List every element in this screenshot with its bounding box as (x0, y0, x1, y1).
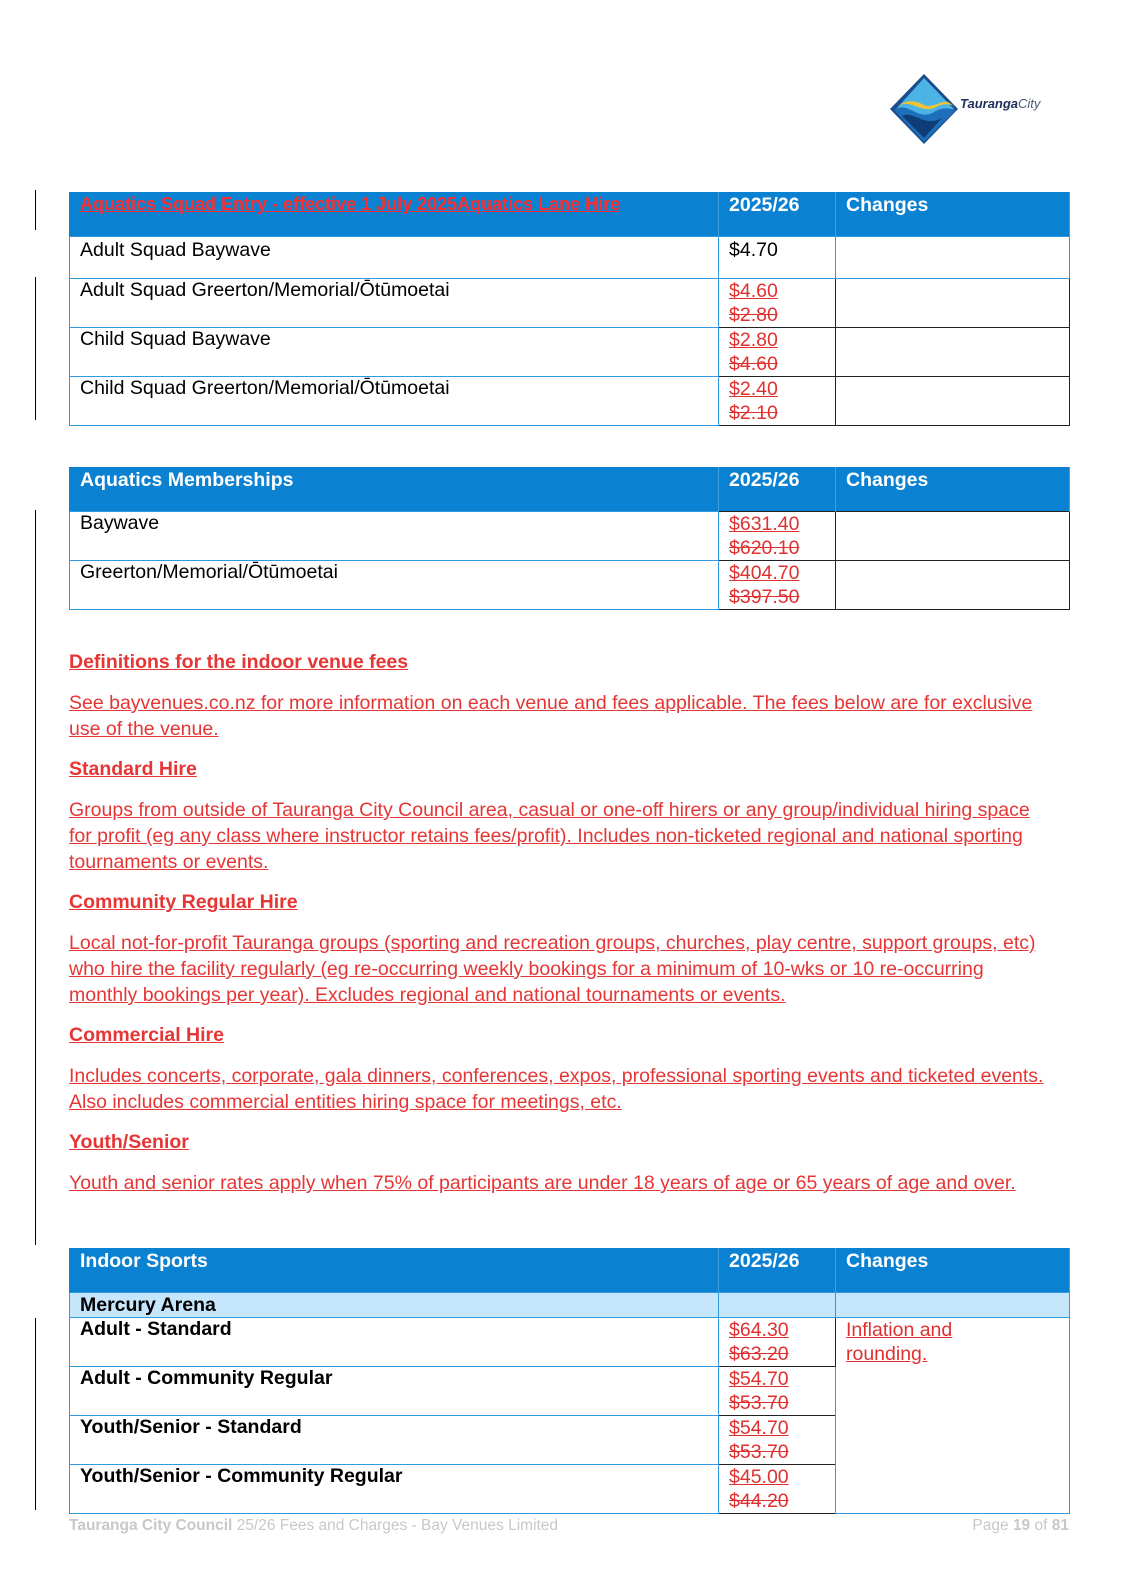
row-label: Adult - Community Regular (70, 1367, 719, 1416)
change-bar (35, 190, 36, 230)
community-hire-title: Community Regular Hire (69, 891, 298, 913)
page-number (972, 1517, 1069, 1535)
year-header: 2025/26 (719, 1248, 836, 1293)
footer-left (69, 1517, 558, 1534)
venue-year-cell (719, 1293, 836, 1318)
standard-hire-title: Standard Hire (69, 758, 197, 780)
old-price: $2.80 (729, 304, 778, 326)
venue-changes-cell (836, 1293, 1070, 1318)
old-price: $63.20 (729, 1343, 789, 1365)
row-label: Adult Squad Greerton/Memorial/Ōtūmoetai (70, 279, 719, 328)
community-hire-text: Local not-for-profit Tauranga groups (sporting and recreation groups, churches, play centre, support groups, etc) who hire the facility regularly (eg re-occurring weekly bookings for a minimum of 10-wks or 10 re-occurring monthly bookings per year). Excludes regional and national tournaments or events. (69, 932, 1036, 1006)
row-changes (836, 328, 1070, 377)
new-price: $54.70 (729, 1417, 789, 1439)
row-changes (836, 512, 1070, 561)
of-word: of (1034, 1517, 1048, 1534)
new-price: $631.40 (729, 513, 800, 535)
change-bar (35, 1318, 36, 1510)
year-header: 2025/26 (719, 192, 836, 237)
row-price (719, 1318, 836, 1367)
changes-header: Changes (836, 1248, 1070, 1293)
commercial-hire-text: Includes concerts, corporate, gala dinners, conferences, expos, professional sporting events and ticketed events. Also includes commercial entities hiring space for meetings, etc. (69, 1065, 1044, 1113)
table-title: Aquatics Squad Entry - effective 1 July 2025Aquatics Lane Hire (70, 192, 719, 237)
row-price (719, 561, 836, 610)
old-price: $2.10 (729, 402, 778, 424)
definitions-intro: See bayvenues.co.nz for more information on each venue and fees applicable. The fees below are for exclusive use of the venue. (69, 692, 1033, 740)
standard-hire-text: Groups from outside of Tauranga City Council area, casual or one-off hirers or any group/individual hiring space for profit (eg any class where instructor retains fees/profit). Includes non-ticketed regional and national sporting tournaments or events. (69, 799, 1030, 873)
youth-senior-text: Youth and senior rates apply when 75% of participants are under 18 years of age or 65 years of age and over. (69, 1172, 1016, 1194)
aquatics-memberships-table (69, 467, 1070, 610)
new-price: $64.30 (729, 1319, 789, 1341)
table-header-row (70, 1248, 1070, 1293)
aquatics-squad-table (69, 192, 1070, 426)
row-price (719, 1367, 836, 1416)
table-title: Indoor Sports (70, 1248, 719, 1293)
changes-note-text: Inflation and rounding. (846, 1319, 953, 1365)
row-price (719, 1416, 836, 1465)
row-changes (836, 237, 1070, 279)
logo-city-text: City (1018, 96, 1041, 111)
change-bar (35, 510, 36, 1245)
row-price (719, 377, 836, 426)
old-price: $397.50 (729, 586, 800, 608)
tauranga-city-logo (888, 72, 1063, 146)
logo-diamond-icon (888, 72, 960, 146)
year-header: 2025/26 (719, 467, 836, 512)
changes-note (836, 1318, 1070, 1514)
row-changes (836, 377, 1070, 426)
table-row (70, 279, 1070, 328)
row-label: Greerton/Memorial/Ōtūmoetai (70, 561, 719, 610)
footer-org: Tauranga City Council (69, 1517, 233, 1534)
new-price: $54.70 (729, 1368, 789, 1390)
definitions-title: Definitions for the indoor venue fees (69, 651, 409, 673)
page-footer (69, 1517, 1069, 1535)
table-row (70, 512, 1070, 561)
definitions-section (69, 651, 1054, 1212)
page-current: 19 (1012, 1517, 1031, 1534)
logo-brand-text: Tauranga (960, 96, 1019, 111)
table-row (70, 561, 1070, 610)
logo-wordmark (960, 96, 1040, 111)
table-row (70, 237, 1070, 279)
page-word: Page (972, 1517, 1009, 1534)
row-price (719, 512, 836, 561)
row-changes (836, 279, 1070, 328)
old-price: $53.70 (729, 1441, 789, 1463)
old-price: $4.60 (729, 353, 778, 375)
row-label: Baywave (70, 512, 719, 561)
footer-doc: 25/26 Fees and Charges - Bay Venues Limited (236, 1517, 559, 1534)
table-row (70, 1318, 1070, 1367)
new-price: $2.40 (729, 378, 778, 400)
changes-header: Changes (836, 192, 1070, 237)
table-header-row (70, 467, 1070, 512)
change-bar (35, 277, 36, 420)
table-row (70, 377, 1070, 426)
new-price: $404.70 (729, 562, 800, 584)
row-changes (836, 561, 1070, 610)
row-price (719, 279, 836, 328)
old-price: $53.70 (729, 1392, 789, 1414)
new-price: $4.60 (729, 280, 778, 302)
indoor-sports-table (69, 1248, 1070, 1514)
table-header-row (70, 192, 1070, 237)
commercial-hire-title: Commercial Hire (69, 1024, 224, 1046)
page-total: 81 (1051, 1517, 1069, 1534)
row-price (719, 1465, 836, 1514)
row-label: Adult - Standard (70, 1318, 719, 1367)
table-title: Aquatics Memberships (70, 467, 719, 512)
old-price: $620.10 (729, 537, 800, 559)
row-price: $4.70 (719, 237, 836, 279)
old-price: $44.20 (729, 1490, 789, 1512)
changes-header: Changes (836, 467, 1070, 512)
row-label: Child Squad Baywave (70, 328, 719, 377)
new-price: $45.00 (729, 1466, 789, 1488)
venue-subheader-row (70, 1293, 1070, 1318)
new-price: $2.80 (729, 329, 778, 351)
table-row (70, 328, 1070, 377)
row-label: Child Squad Greerton/Memorial/Ōtūmoetai (70, 377, 719, 426)
venue-name: Mercury Arena (70, 1293, 719, 1318)
youth-senior-title: Youth/Senior (69, 1131, 189, 1153)
row-label: Youth/Senior - Community Regular (70, 1465, 719, 1514)
row-price (719, 328, 836, 377)
row-label: Youth/Senior - Standard (70, 1416, 719, 1465)
row-label: Adult Squad Baywave (70, 237, 719, 279)
